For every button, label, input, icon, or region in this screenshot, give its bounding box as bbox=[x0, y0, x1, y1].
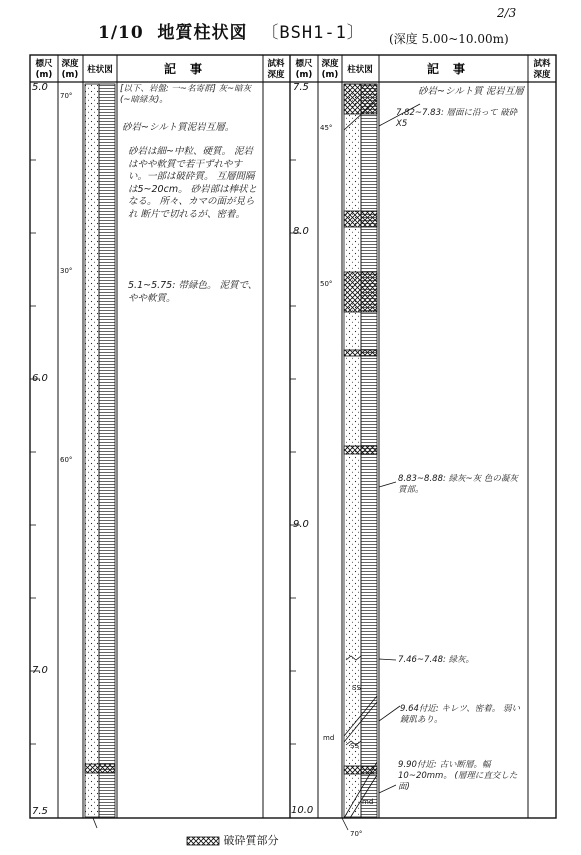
title-name: 地質柱状図 bbox=[157, 23, 248, 43]
left-header-scale: 標尺 bbox=[35, 59, 53, 69]
left-header-depth: 深度 bbox=[61, 59, 79, 69]
right-note-7-46: 7.46~7.48: 緑灰。 bbox=[398, 655, 475, 665]
right-scale-9-0: 9.0 bbox=[293, 519, 309, 530]
right-dip-angle: 70° bbox=[350, 830, 363, 838]
left-scale-5-0: 5.0 bbox=[32, 82, 48, 93]
left-header-description: 記事 bbox=[163, 62, 217, 76]
page-number: 2/3 bbox=[497, 6, 517, 20]
right-note-9-64: 9.64付近: キレツ、密着。 弱い鏡肌あり。 bbox=[400, 704, 521, 725]
left-scale-7-5: 7.5 bbox=[32, 806, 48, 817]
right-header-scale: 標尺 bbox=[295, 59, 313, 69]
svg-text:(m): (m) bbox=[295, 70, 313, 80]
title-scale: 1/10 bbox=[98, 23, 144, 43]
right-note-lithology: 砂岩~シルト質 泥岩互層 bbox=[418, 86, 524, 97]
left-header-column: 柱状図 bbox=[87, 65, 113, 75]
left-note-lithology: 砂岩~シルト質泥岩互層。 bbox=[122, 122, 235, 133]
right-scale-7-5: 7.5 bbox=[293, 82, 309, 93]
left-note-rock-type: [以下、岩盤: 一~名寄群] 灰~暗灰(~暗緑灰)。 bbox=[120, 84, 252, 105]
left-dip-angle: 30° bbox=[60, 267, 73, 275]
column-marker: SS bbox=[350, 742, 359, 750]
left-scale-6-0: 6.0 bbox=[32, 373, 48, 384]
left-header-sample: 試料 bbox=[267, 59, 285, 69]
depth-range: (深度 5.00~10.00m) bbox=[389, 32, 509, 46]
svg-text:深度: 深度 bbox=[533, 70, 551, 80]
column-marker: md bbox=[323, 734, 335, 742]
right-header-column: 柱状図 bbox=[347, 65, 373, 75]
right-header-description: 記事 bbox=[426, 62, 480, 76]
legend-hatch-swatch bbox=[186, 836, 220, 846]
legend bbox=[186, 832, 279, 848]
svg-text:(m): (m) bbox=[35, 70, 53, 80]
left-note-description: 砂岩は細~中粒、硬質。 泥岩はやや軟質で若干ずれやす い。一部は破砕質。 互層間隔は5~20cm。 砂岩部は棒状となる。 所々、カマの面が見られ 断片で切れるが、密着。 bbox=[128, 146, 258, 220]
left-dip-angle: 60° bbox=[60, 456, 73, 464]
svg-text:(m): (m) bbox=[61, 70, 79, 80]
left-scale-7-0: 7.0 bbox=[32, 665, 48, 676]
right-header-depth: 深度 bbox=[321, 59, 339, 69]
left-note-5-1-5-75: 5.1~5.75: 帯緑色。 泥質で、やや軟質。 bbox=[128, 280, 258, 304]
column-marker: md bbox=[362, 798, 374, 806]
right-dip-angle: 50° bbox=[320, 280, 333, 288]
right-note-9-90: 9.90付近: 古い断層。幅 10~20mm。 (層理に直交した面) bbox=[398, 760, 518, 792]
column-marker: SS bbox=[352, 684, 361, 692]
right-dip-angle: 45° bbox=[320, 124, 333, 132]
right-header-sample: 試料 bbox=[533, 59, 551, 69]
legend-label: 破砕質部分 bbox=[223, 834, 279, 847]
left-dip-angle: 70° bbox=[60, 92, 73, 100]
right-note-7-82: 7.82~7.83: 層面に沿って 破砕 X5 bbox=[396, 108, 518, 129]
svg-text:(m): (m) bbox=[321, 70, 339, 80]
title-borehole: 〔BSH1-1〕 bbox=[261, 23, 365, 43]
svg-text:深度: 深度 bbox=[267, 70, 285, 80]
right-scale-10-0: 10.0 bbox=[291, 805, 314, 816]
right-scale-8-0: 8.0 bbox=[293, 226, 309, 237]
right-note-8-83: 8.83~8.88: 緑灰~灰 色の凝灰質部。 bbox=[398, 474, 518, 495]
